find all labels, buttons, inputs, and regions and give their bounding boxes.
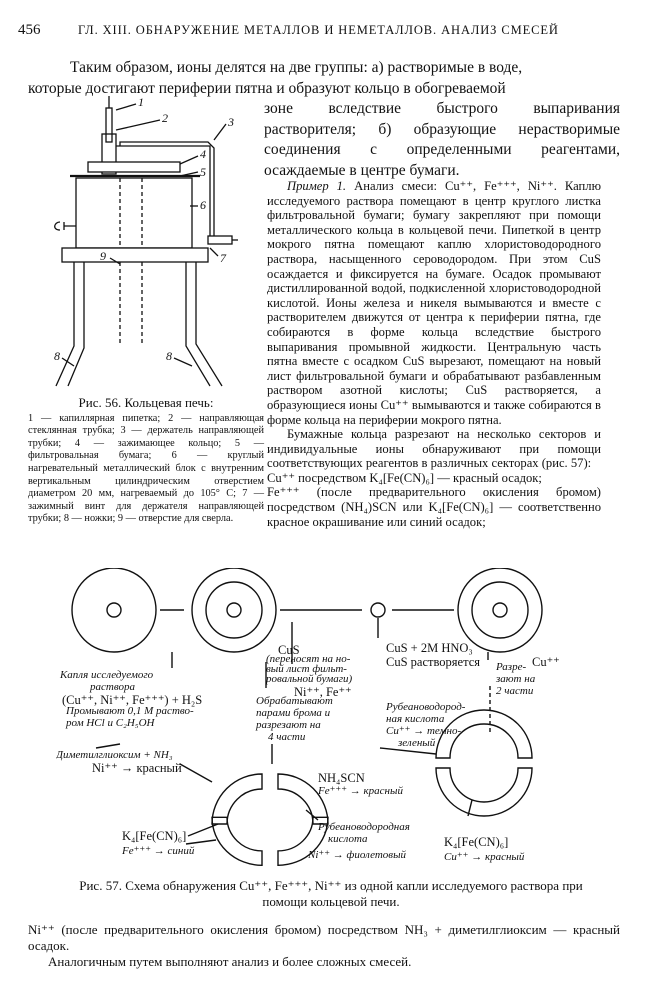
cus-spot	[227, 603, 241, 617]
small-cutout	[371, 603, 385, 617]
bottom-paragraph-1: Ni⁺⁺ (после предварительного окисления бромом) посредством NH₃ + диметилглиоксим — красный осадок.	[28, 922, 620, 953]
cu-ring: Cu⁺⁺	[532, 655, 560, 669]
example-paragraph-2: Бумажные кольца разрезают на несколько секторов и индивидуальные ионы обнаруживают при помощи соответствующих реагентов в различных секторах (рис. 57):	[267, 427, 601, 471]
rubcu-3: Cu⁺⁺ → темно-	[386, 725, 462, 737]
example-fe-test: Fe⁺⁺⁺ (после предварительного окисления бромом) посредством (NH₄)SCN или K₄[Fe(CN)₆] — соответственно красное окрашивание или синий осадок;	[267, 485, 601, 529]
figure-56-legend: 1 — капиллярная пипетка; 2 — направляющая стеклянная трубка; 3 — держатель направляющей трубки; 4 — зажимающее кольцо; 5 — фильтровальная бумага; 6 — круглый нагревательный металлический блок с внутренним вертикальным цилиндрическим отверстием диаметром 20 мм, нагреваемый до 105° С; 7 — зажимный винт для держателя направляющей трубки; 8 — ножки; 9 — отверстие для сверла.	[28, 412, 264, 525]
rubcu-2: ная кислота	[386, 713, 445, 725]
hno3-1: CuS + 2M HNO₃	[386, 641, 473, 655]
pipette	[106, 108, 112, 142]
example-column	[267, 179, 601, 529]
clamping-ring	[88, 162, 180, 172]
k4cu-1: K₄[Fe(CN)₆]	[444, 835, 509, 849]
page-number: 456	[18, 22, 41, 38]
drop-label-1: Капля исследуемого	[60, 669, 154, 681]
hno3-2: CuS растворяется	[386, 655, 481, 669]
ring-ions: Ni⁺⁺, Fe⁺⁺	[294, 685, 352, 699]
detection-scheme-figure	[56, 568, 606, 868]
leg-left	[56, 262, 74, 386]
bottom-paragraph-2: Аналогичным путем выполняют анализ и более сложных смесей.	[48, 954, 412, 969]
cut-3: 2 части	[496, 685, 534, 697]
oven-label-5: 5	[200, 165, 206, 179]
ring-oven-figure	[40, 96, 254, 388]
cus-note-3: ровальной бумаги)	[266, 673, 353, 685]
cut-1: Разре-	[496, 661, 527, 673]
bromine-3: разрезают на	[256, 719, 321, 731]
intro-line-1: Таким образом, ионы делятся на две группы: а) растворимые в воде,	[70, 59, 523, 76]
drop-wash-2: ром HCl и C₂H₅OH	[66, 717, 155, 729]
screw	[208, 236, 232, 244]
filter-paper-2	[192, 568, 276, 652]
oven-label-8-left: 8	[54, 349, 60, 363]
leg-right	[186, 262, 210, 386]
k4-2: Fe⁺⁺⁺ → синий	[122, 845, 195, 857]
bottom-text	[28, 922, 620, 970]
bromine-1: Обрабатывают	[256, 695, 333, 707]
bromine-4: 4 части	[268, 731, 306, 743]
k4cu-2: Cu⁺⁺ → красный	[444, 851, 525, 863]
figure-56-title: Рис. 56. Кольцевая печь:	[78, 395, 214, 410]
page-header	[18, 22, 628, 42]
rub-1: Рубеановодородная	[318, 821, 410, 833]
dmg-1: Диметилглиоксим + NH₃	[56, 749, 173, 761]
oven-label-7: 7	[220, 251, 226, 265]
filter-paper-4	[458, 568, 542, 652]
intro-rest: зоне вследствие быстрого выпаривания растворителя; б) образующие нерастворимые соединения с определенными реагентами, осаждаемые в центре бумаги.	[264, 100, 620, 179]
drop-ions: (Cu⁺⁺, Ni⁺⁺, Fe⁺⁺⁺) + H₂S	[62, 693, 203, 707]
example-lead: Пример 1.	[287, 179, 347, 193]
intro-line-2: которые достигают периферии пятна и образуют кольцо в обогреваемой	[28, 79, 506, 97]
oven-label-6: 6	[200, 198, 206, 212]
cus-label: CuS	[278, 643, 300, 657]
drop-spot-1	[107, 603, 121, 617]
filter-paper-1	[72, 568, 156, 652]
oven-label-2: 2	[162, 111, 168, 125]
oven-label-4: 4	[200, 147, 206, 161]
example-paragraph-1: Анализ смеси: Cu⁺⁺, Fe⁺⁺⁺, Ni⁺⁺. Каплю исследуемого раствора помещают в центр круглого листка фильтровальной бумаги; бумагу закрепляют при помощи металлического кольца в кольцевой печи. Пипеткой в центр мокрого пятна помещают каплю хлористоводородного раствора, насыщенного сероводородом. При этом CuS осаждается и фиксируется на бумаге. Осадок промывают дистиллированной водой, подкисленной хлористоводородной кислотой. Ионы железа и никеля вымываются и вместе с растворителем движутся от центра к периферии пятна, где собираются в форме кольца вследствие быстрого выпаривания промывной жидкости. Центральную часть пятна вместе с осадком CuS вырезают, помещают на новый лист фильтровальной бумаги и обрабатывают разбавленным раствором азотной кислоты; CuS растворяется, а образующиеся ионы Cu⁺⁺ вымываются и также собираются в форме кольца на периферии мокрого пятна.	[267, 179, 601, 427]
scn-1: NH₄SCN	[318, 771, 365, 785]
rubcu-4: зеленый	[398, 737, 436, 749]
drop-wash-1: Промывают 0,1 М раство-	[66, 705, 194, 717]
oven-label-1: 1	[138, 96, 144, 109]
rubcu-1: Рубеановодород-	[386, 701, 466, 713]
running-head: ГЛ. XIII. ОБНАРУЖЕНИЕ МЕТАЛЛОВ И НЕМЕТАЛЛОВ. АНАЛИЗ СМЕСЕЙ	[78, 23, 559, 37]
oven-label-8-right: 8	[166, 349, 172, 363]
cut-2: зают на	[496, 673, 536, 685]
cus-note-2: вый лист фильт-	[266, 663, 347, 675]
bromine-2: парами брома и	[256, 707, 331, 719]
rub-3: Ni⁺⁺ → фиолетовый	[308, 849, 407, 861]
cus-note-1: (переносят на но-	[266, 653, 351, 665]
figure-56-caption	[28, 397, 264, 526]
figure-57-caption: Рис. 57. Схема обнаружения Cu⁺⁺, Fe⁺⁺⁺, Ni⁺⁺ из одной капли исследуемого раствора при помощи кольцевой печи.	[79, 878, 583, 909]
scn-2: Fe⁺⁺⁺ → красный	[318, 785, 403, 797]
rub-2: кислота	[328, 833, 368, 845]
base-plate	[62, 248, 208, 262]
drop-label-2: раствора	[90, 681, 135, 693]
heating-block	[76, 178, 192, 248]
example-cu-test: Cu⁺⁺ посредством K₄[Fe(CN)₆] — красный осадок;	[267, 470, 542, 485]
oven-label-3: 3	[228, 115, 234, 129]
k4-1: K₄[Fe(CN)₆]	[122, 829, 187, 843]
oven-label-9: 9	[100, 249, 106, 263]
dmg-2: Ni⁺⁺ → красный	[92, 761, 182, 775]
